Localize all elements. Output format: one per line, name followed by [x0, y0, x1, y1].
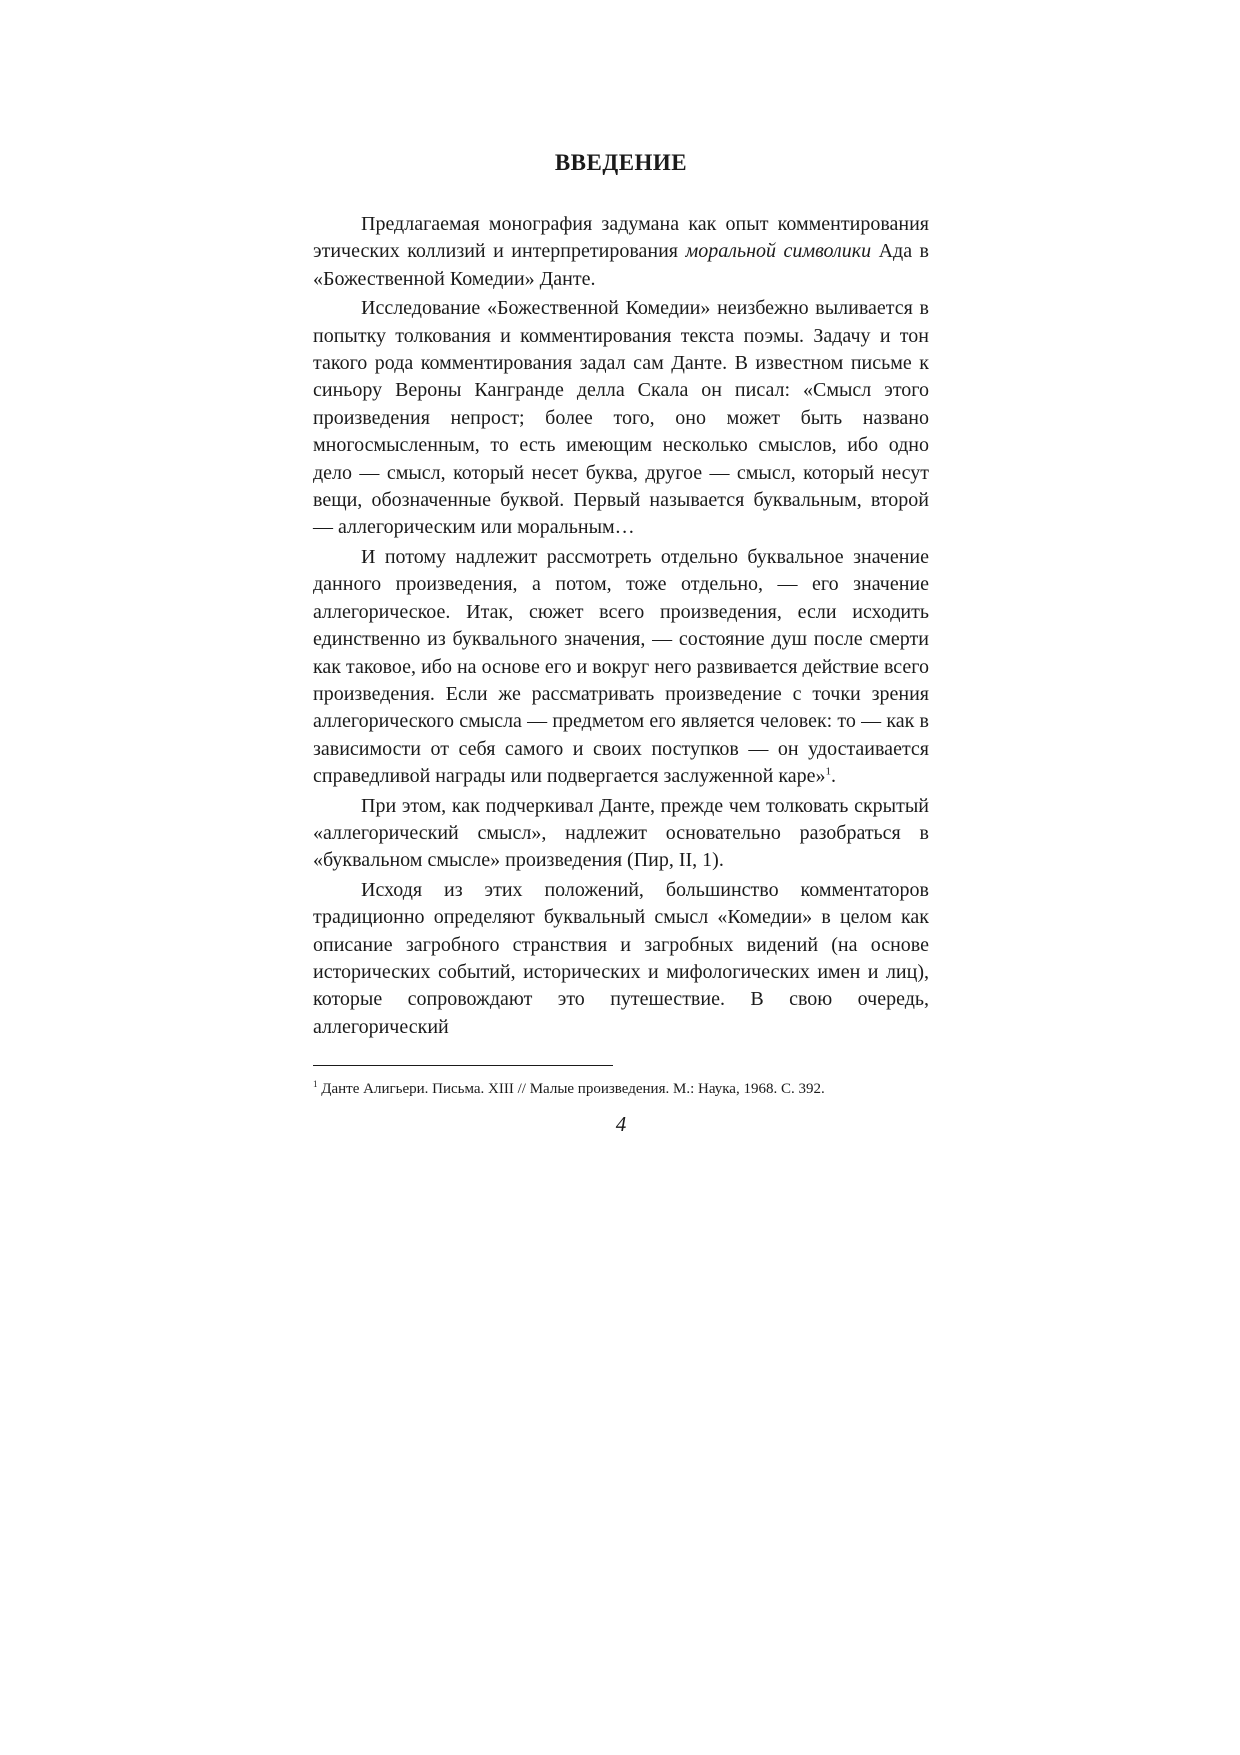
footnote-number: 1: [313, 1079, 318, 1089]
paragraph-1-emphasis: моральной символики: [685, 240, 872, 263]
footnote-divider: [313, 1065, 613, 1066]
footnote-reference[interactable]: 1: [825, 765, 832, 778]
paragraph-1-text-end: Ада в «Божественной Комедии» Данте.: [313, 240, 929, 290]
paragraph-4-text: При этом, как подчеркивал Данте, прежде чем толковать скрытый «аллегорический смысл», надлежит основательно разобраться в «буквальном смысле» произведения (Пир, II, 1).: [313, 794, 929, 872]
body-text: [313, 211, 929, 1041]
footnote: [313, 1079, 929, 1099]
paragraph-3-text: И потому надлежит рассмотреть отдельно буквальное значение данного произведения, а потом, тоже отдельно, — его значение аллегорическое. Итак, сюжет всего произведения, если исходить единственно из буквального значения, — состояние душ после смерти как таковое, ибо на основе его и вокруг него развивается действие всего произведения. Если же рассматривать произведение с точки зрения аллегорического смысла — предметом его является человек: то — как в зависимости от себя самого и своих поступков — он удостаивается справедливой награды или подвергается заслуженной каре»: [313, 545, 929, 788]
paragraph-5-text: Исходя из этих положений, большинство комментаторов традиционно определяют буквальный смысл «Комедии» в целом как описание загробного странствия и загробных видений (на основе исторических событий, исторических и мифологических имен и лиц), которые сопровождают это путешествие. В свою очередь, аллегорический: [313, 878, 929, 1038]
page-number: 4: [615, 1112, 627, 1136]
paragraph-2-text: Исследование «Божественной Комедии» неизбежно выливается в попытку толкования и комментирования текста поэмы. Задачу и тон такого рода комментирования задал сам Данте. В известном письме к синьору Вероны Кангранде делла Скала он писал: «Смысл этого произведения непрост; более того, оно может быть названо многосмысленным, то есть имеющим несколько смыслов, ибо одно дело — смысл, который несет буква, другое — смысл, который несут вещи, обозначенные буквой. Первый называется буквальным, второй — аллегорическим или моральным…: [313, 297, 929, 539]
paragraph-1-text-start: Предлагаемая монография задумана как опыт комментирования этических коллизий и интерпретирования: [313, 213, 929, 263]
footnote-text: Данте Алигьери. Письма. XIII // Малые произведения. М.: Наука, 1968. С. 392.: [317, 1081, 825, 1097]
paragraph-4: [313, 793, 929, 875]
paragraph-2: [313, 295, 929, 542]
chapter-title: ВВЕДЕНИЕ: [554, 150, 688, 175]
paragraph-1: [313, 211, 929, 293]
paragraph-5: [313, 877, 929, 1041]
paragraph-3: [313, 544, 929, 791]
paragraph-3-text-end: .: [831, 765, 837, 788]
